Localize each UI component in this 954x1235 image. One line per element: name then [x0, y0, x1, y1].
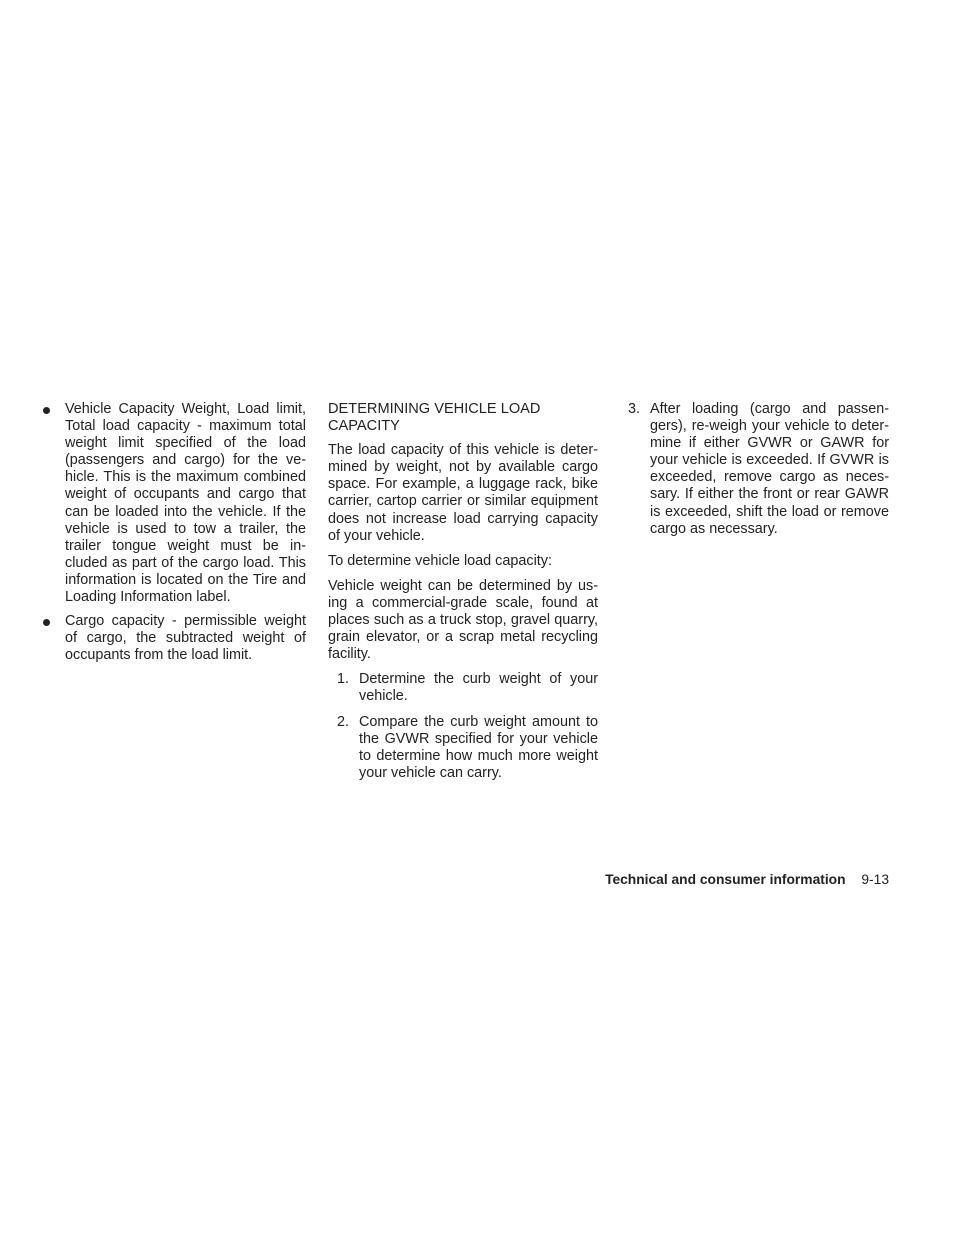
section-heading: DETERMINING VEHICLE LOAD CAPACITY	[328, 401, 541, 435]
page-footer	[605, 871, 889, 888]
step-number: 3.	[628, 401, 641, 417]
page-number: 9-13	[861, 872, 889, 887]
step-text: Determine the curb weight of your vehicle.	[359, 671, 598, 705]
step-text: Compare the curb weight amount to the GVWR specified for your vehicle to determine how much more weight your vehicle can carry.	[359, 713, 598, 781]
step-item-1	[328, 671, 598, 705]
paragraph-to-determine: To determine vehicle load capacity:	[328, 552, 552, 569]
step-text: After loading (cargo and passen-gers), re-weigh your vehicle to deter-mine if either GVWR or GAWR for your vehicle is exceeded. If GVWR is exceeded, remove cargo as neces-sary. If either the front or rear GAWR is exceeded, shift the load or remove cargo as necessary.	[650, 401, 889, 537]
bullet-icon	[43, 407, 50, 414]
footer-section-title: Technical and consumer information	[605, 872, 846, 887]
bullet-text: Vehicle Capacity Weight, Load limit, Total load capacity - maximum total weight limit specified of the load (passengers and cargo) for the ve-hicle. This is the maximum combined weight of occupants and cargo that can be loaded into the vehicle. If the vehicle is used to tow a trailer, the trailer tongue weight must be in-cluded as part of the cargo load. This information is located on the Tire and Loading Information label.	[65, 401, 306, 606]
step-item-2	[328, 714, 598, 782]
bullet-item-vehicle-capacity	[40, 401, 306, 606]
middle-column	[328, 401, 598, 790]
bullet-item-cargo-capacity	[40, 613, 306, 664]
paragraph-load-capacity: The load capacity of this vehicle is deter-mined by weight, not by available cargo space. For example, a luggage rack, bike carrier, cartop carrier or similar equipment does not increase load carrying capacity of your vehicle.	[328, 442, 598, 544]
left-column	[40, 401, 306, 671]
step-number: 2.	[337, 713, 350, 730]
step-number: 1.	[337, 671, 350, 688]
step-item-3	[626, 401, 889, 538]
paragraph-vehicle-weight: Vehicle weight can be determined by us-ing a commercial-grade scale, found at places such as a truck stop, gravel quarry, grain elevator, or a scrap metal recycling facility.	[328, 577, 598, 663]
bullet-icon	[43, 619, 50, 626]
right-column	[626, 401, 889, 546]
bullet-text: Cargo capacity - permissible weight of cargo, the subtracted weight of occupants from the load limit.	[65, 613, 306, 664]
